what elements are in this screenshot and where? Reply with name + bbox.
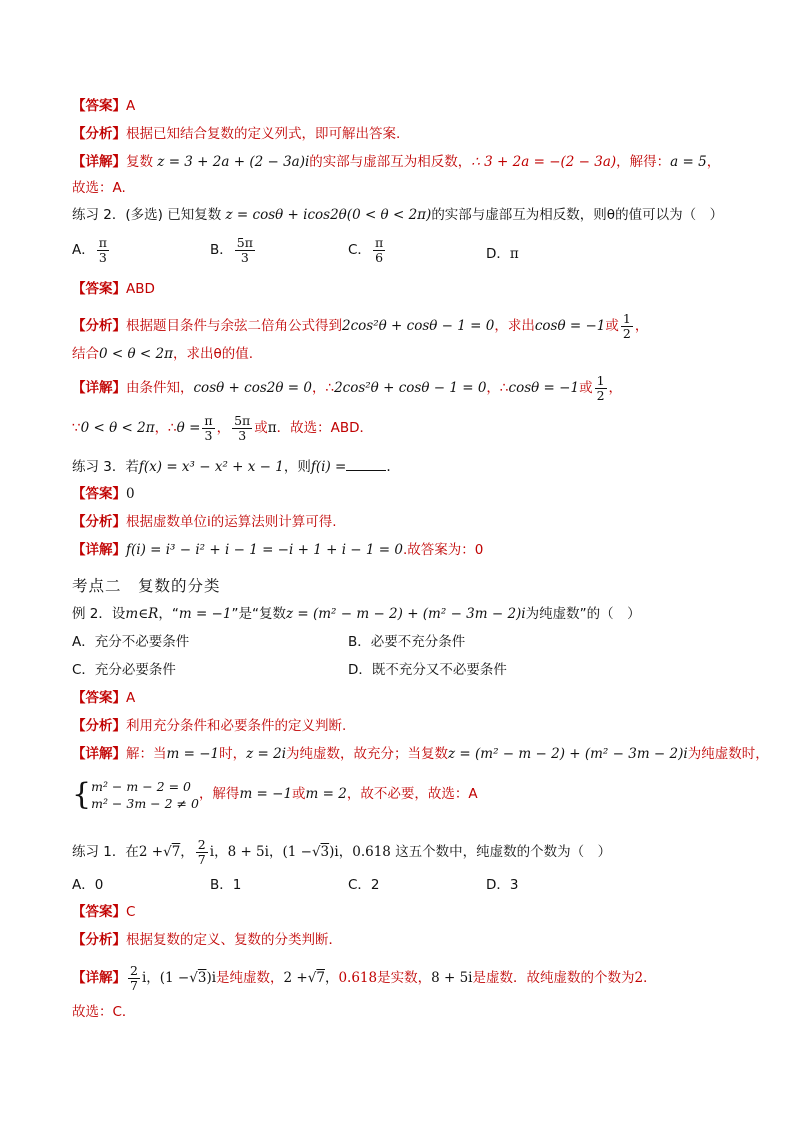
- analysis-tag: 【分析】: [72, 514, 126, 530]
- analysis-tag: 【分析】: [72, 318, 126, 334]
- detail-term5: 8 + 5i: [431, 970, 473, 986]
- analysis-equation-2: cosθ = −1: [534, 318, 606, 334]
- system-or: 或: [292, 786, 306, 802]
- conclusion-text: 故选：A.: [72, 180, 126, 196]
- detail2-theta: θ =: [176, 420, 201, 436]
- detail2-equation: 0 < θ < 2π: [80, 420, 155, 436]
- detail-pre: 解：当: [126, 746, 167, 762]
- system-equation-2: m² − 3m − 2 ≠ 0: [91, 795, 199, 811]
- detail-tag: 【详解】: [72, 542, 126, 558]
- option-c-fraction: [373, 236, 385, 265]
- detail-separator: ，: [146, 970, 160, 986]
- detail-term4: 0.618: [338, 970, 378, 986]
- sqrt-sign: √: [189, 970, 198, 986]
- option-c-numerator: π: [374, 235, 384, 250]
- example-2-title-mid: ，“: [158, 606, 179, 622]
- half-denominator: 2: [622, 326, 631, 341]
- detail-count: 2: [634, 970, 644, 986]
- term-a: 2 +: [138, 844, 164, 860]
- exercise-2-title: [72, 205, 723, 225]
- answer-tag: 【答案】: [72, 904, 126, 920]
- detail2-pi: π: [267, 420, 277, 436]
- separator: ，: [214, 844, 228, 860]
- detail-mid-1: 是纯虚数，: [216, 970, 284, 986]
- exercise-1-title-post: 这五个数中，纯虚数的个数为（ ）: [395, 844, 612, 860]
- system-answer: A: [468, 786, 478, 802]
- system-result-2: m = 2: [305, 786, 347, 802]
- analysis-text: 根据已知结合复数的定义列式，即可解出答案.: [126, 126, 401, 142]
- detail2-or: 或: [254, 420, 268, 436]
- option-c-denominator: 6: [375, 250, 384, 265]
- conclusion-line-5: [72, 1002, 135, 1022]
- analysis2-post: ，求出θ的值.: [172, 346, 254, 362]
- detail-mid: 的实部与虚部互为相反数，: [309, 154, 472, 170]
- exercise-1-option-d[interactable]: D．3: [486, 877, 519, 893]
- detail-end: 为纯虚数时，: [687, 746, 769, 762]
- exercise-2-equation: z = cosθ + icos2θ(0 < θ < 2π): [225, 207, 432, 223]
- system-equation-1: m² − m − 2 = 0: [91, 778, 191, 794]
- exercise-3-title: [72, 456, 391, 477]
- answer-line-5: [72, 902, 135, 922]
- detail-sep-2: ，∴: [486, 380, 509, 396]
- exercise-2-option-c[interactable]: [348, 236, 387, 265]
- detail-end: ，: [706, 154, 721, 170]
- detail-equation-1: m = −1: [166, 746, 220, 762]
- exercise-2-option-b[interactable]: [210, 236, 257, 265]
- example-2-title-post: 为纯虚数”的（ ）: [525, 606, 641, 622]
- detail-sep-1: ，∴: [311, 380, 335, 396]
- term-d-root: 3: [320, 844, 330, 860]
- detail-post: .故答案为：0: [402, 542, 484, 558]
- detail2-fraction-2: [232, 414, 252, 443]
- detail-line-2: [72, 374, 622, 403]
- exercise-1-title-pre: 练习 1．在: [72, 844, 139, 860]
- system-post: ，解得: [198, 786, 240, 802]
- detail2-end: ．故选：ABD．: [276, 420, 374, 436]
- detail-line-3: [72, 540, 483, 560]
- analysis-text: 利用充分条件和必要条件的定义判断.: [126, 718, 347, 734]
- detail-equation-2: 2cos²θ + cosθ − 1 = 0: [334, 380, 487, 396]
- option-a-label: A．: [72, 242, 95, 258]
- separator: ，: [268, 844, 283, 860]
- term-b-denominator: 7: [197, 852, 206, 867]
- detail2-comma: ，: [216, 420, 231, 436]
- option-a-denominator: 3: [98, 250, 107, 265]
- example-2-option-d[interactable]: D．既不充分又不必要条件: [348, 662, 507, 678]
- detail2-fraction-2-numerator: 5π: [234, 413, 251, 428]
- exercise-1-option-c[interactable]: C．2: [348, 877, 380, 893]
- analysis-pre: 根据题目条件与余弦二倍角公式得到: [126, 318, 342, 334]
- analysis2-pre: 结合: [72, 346, 99, 362]
- answer-value: C: [126, 904, 136, 920]
- analysis-mid: ，求出: [494, 318, 535, 334]
- example-2-title-pre: 例 2．设: [72, 606, 126, 622]
- exercise-1-title: [72, 838, 611, 867]
- detail-line-1: [72, 152, 720, 172]
- detail-equation-2: ∴ 3 + 2a = −(2 − 3a): [471, 154, 617, 170]
- option-b-label: B．: [210, 242, 233, 258]
- detail-term2-post: )i: [206, 970, 217, 986]
- separator: ，: [338, 844, 353, 860]
- exercise-2-option-a[interactable]: [72, 236, 111, 265]
- detail-equation: z = 3 + 2a + (2 − 3a)i: [157, 154, 310, 170]
- exercise-2-title-pre: 练习 2．(多选) 已知复数: [72, 207, 222, 223]
- option-a-numerator: π: [98, 235, 107, 250]
- separator: ，: [180, 844, 194, 860]
- detail-half-denominator: 2: [596, 388, 605, 403]
- system-end: ，故不必要，故选：: [346, 786, 469, 802]
- detail-fraction-denominator: 7: [130, 978, 138, 993]
- sqrt-sign: √: [307, 970, 317, 986]
- detail-tag: 【详解】: [72, 970, 126, 986]
- option-b-denominator: 3: [240, 250, 249, 265]
- half-numerator: 1: [622, 311, 631, 326]
- analysis-text: 根据复数的定义、复数的分类判断．: [126, 932, 342, 948]
- analysis-equation: 2cos²θ + cosθ − 1 = 0: [342, 318, 495, 334]
- exercise-1-option-a[interactable]: A．0: [72, 877, 104, 893]
- detail-separator-2: ，: [324, 970, 339, 986]
- detail-mid-2: 是实数，: [377, 970, 432, 986]
- detail-term2-root: 3: [197, 970, 207, 986]
- exercise-3-title-mid: ，则: [283, 459, 311, 475]
- term-a-root: 7: [171, 844, 181, 860]
- answer-tag: 【答案】: [72, 486, 126, 502]
- term-c: 8 + 5i: [227, 844, 269, 860]
- answer-value: ABD: [126, 281, 155, 297]
- answer-line-2: [72, 279, 155, 299]
- detail-pre: 复数: [126, 154, 153, 170]
- exercise-3-equation-2: f(i) =: [310, 459, 347, 475]
- term-b-fraction: [196, 838, 208, 867]
- detail-equation-1: cosθ + cos2θ = 0: [193, 380, 312, 396]
- analysis-line-2b: [72, 344, 253, 364]
- detail-line-2b: [72, 414, 373, 443]
- answer-tag: 【答案】: [72, 690, 126, 706]
- detail-tag: 【详解】: [72, 154, 126, 170]
- detail-mid-2: 为纯虚数，故充分；当复数: [286, 746, 449, 762]
- example-2-equation-2: z = (m² − m − 2) + (m² − 3m − 2)i: [285, 606, 526, 622]
- term-b-numerator: 2: [197, 837, 206, 852]
- term-d-post: )i: [329, 844, 339, 860]
- detail-line-4: [72, 744, 769, 764]
- analysis-line-5: [72, 930, 342, 950]
- detail-pre: 由条件知，: [126, 380, 194, 396]
- detail-end: ，: [608, 380, 623, 396]
- detail-post: ，解得：: [616, 154, 671, 170]
- detail-equation-3: cosθ = −1: [508, 380, 580, 396]
- equation-system: [91, 778, 199, 812]
- exercise-2-title-post: 的实部与虚部互为相反数，则θ的值可以为（ ）: [431, 207, 724, 223]
- analysis-tag: 【分析】: [72, 126, 126, 142]
- analysis-line-3: [72, 512, 337, 532]
- analysis-tag: 【分析】: [72, 718, 126, 734]
- example-2-option-a[interactable]: A．充分不必要条件: [72, 634, 190, 650]
- analysis2-equation: 0 < θ < 2π: [99, 346, 173, 362]
- sqrt-sign: √: [311, 844, 321, 860]
- half-fraction: [621, 312, 633, 341]
- option-a-fraction: [97, 236, 109, 265]
- conclusion-line-1: [72, 178, 126, 198]
- exercise-3-title-end: .: [386, 459, 391, 475]
- exercise-3-title-pre: 练习 3．若: [72, 459, 139, 475]
- analysis-line-4: [72, 716, 346, 736]
- detail-term3-root: 7: [316, 970, 325, 986]
- answer-tag: 【答案】: [72, 281, 126, 297]
- detail-equation-2: z = 2i: [246, 746, 287, 762]
- answer-value: A: [126, 98, 136, 114]
- system-result-1: m = −1: [239, 786, 293, 802]
- term-b-i: i: [209, 844, 215, 860]
- answer-tag: 【答案】: [72, 98, 126, 114]
- answer-line-4: [72, 688, 135, 708]
- section-heading: 考点二 复数的分类: [72, 577, 221, 595]
- detail-or: 或: [579, 380, 593, 396]
- analysis-line-2: [72, 312, 648, 341]
- example-2-title-mid-2: ”是“复数: [231, 606, 286, 622]
- detail2-fraction-1-denominator: 3: [204, 428, 213, 443]
- detail-mid-3: 是虚数．故纯虚数的个数为: [472, 970, 635, 986]
- example-2-option-b[interactable]: B．必要不充分条件: [348, 634, 466, 650]
- exercise-1-option-b[interactable]: B．1: [210, 877, 242, 893]
- term-e: 0.618: [352, 844, 391, 860]
- analysis-end: ，: [634, 318, 649, 334]
- detail-result: a = 5: [670, 154, 707, 170]
- answer-value: A: [126, 690, 136, 706]
- answer-line-3: [72, 484, 135, 504]
- detail2-mid: ，∴: [154, 420, 177, 436]
- detail2-pre: ∵: [72, 420, 81, 436]
- option-b-fraction: [235, 236, 255, 265]
- detail2-fraction-1: [202, 414, 214, 443]
- detail-fraction-numerator: 2: [130, 963, 138, 978]
- conclusion-text: 故选：C．: [72, 1004, 136, 1020]
- detail-line-5: [72, 964, 657, 993]
- example-2-m: m∈R: [125, 606, 159, 622]
- example-2-option-c[interactable]: C．充分必要条件: [72, 662, 176, 678]
- detail-fraction: [128, 964, 140, 993]
- detail-i: i: [141, 970, 147, 986]
- detail-tag: 【详解】: [72, 380, 126, 396]
- option-d-value: π: [509, 246, 519, 262]
- detail2-fraction-2-denominator: 3: [238, 428, 247, 443]
- detail-term2-pre: (1 −: [159, 970, 190, 986]
- exercise-3-equation: f(x) = x³ − x² + x − 1: [138, 459, 284, 475]
- system-brace: {: [72, 776, 92, 812]
- detail-equation-3: z = (m² − m − 2) + (m² − 3m − 2)i: [448, 746, 688, 762]
- analysis-tag: 【分析】: [72, 932, 126, 948]
- detail-equation: f(i) = i³ − i² + i − 1 = −i + 1 + i − 1 = 0: [126, 542, 403, 558]
- exercise-2-option-d[interactable]: [486, 244, 519, 264]
- detail-mid-1: 时，: [219, 746, 247, 762]
- option-b-numerator: 5π: [236, 235, 253, 250]
- option-d-label: D．: [486, 246, 510, 262]
- detail2-fraction-1-numerator: π: [204, 413, 213, 428]
- answer-value: 0: [126, 486, 135, 502]
- analysis-text: 根据虚数单位i的运算法则计算可得.: [126, 514, 337, 530]
- sqrt-sign: √: [163, 844, 172, 860]
- answer-blank[interactable]: [346, 456, 386, 471]
- detail-half-numerator: 1: [596, 373, 605, 388]
- option-c-label: C．: [348, 242, 371, 258]
- detail-line-4b: [72, 776, 478, 813]
- answer-line-1: [72, 96, 135, 116]
- detail-term3: 2 +: [283, 970, 308, 986]
- detail-tag: 【详解】: [72, 746, 126, 762]
- example-2-equation: m = −1: [178, 606, 232, 622]
- term-d-pre: (1 −: [282, 844, 312, 860]
- detail-half-fraction: [595, 374, 607, 403]
- detail-end: ．: [643, 970, 657, 986]
- example-2-title: [72, 604, 641, 624]
- analysis-or: 或: [605, 318, 619, 334]
- analysis-line-1: [72, 124, 400, 144]
